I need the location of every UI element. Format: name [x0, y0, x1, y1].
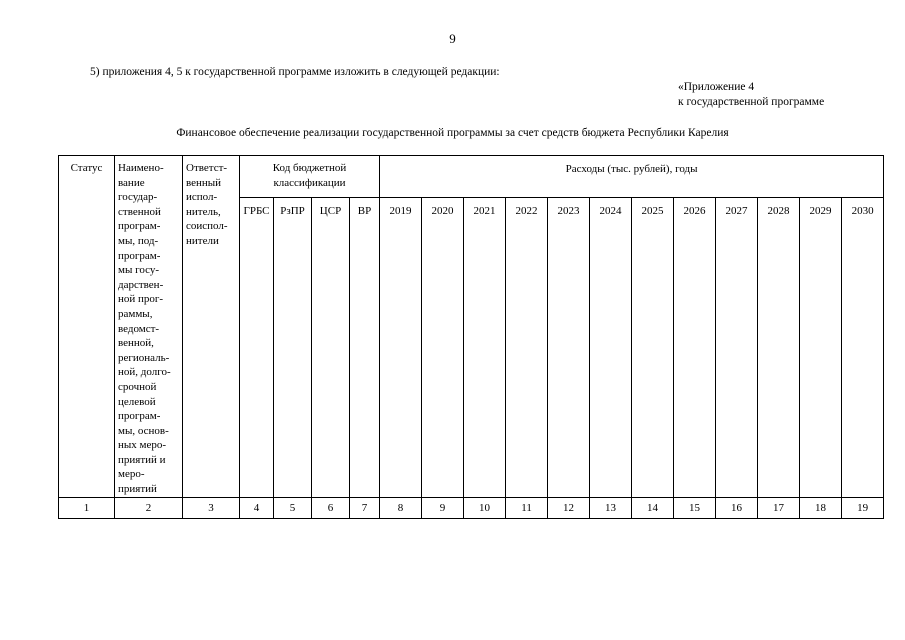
column-number: 17: [758, 497, 800, 518]
intro-text: 5) приложения 4, 5 к государственной программе изложить в следующей редакции:: [90, 66, 500, 78]
appendix-line-1: «Приложение 4: [678, 81, 755, 93]
header-executor-line: венный: [186, 176, 222, 189]
code-col-грбс: ГРБС: [240, 198, 274, 498]
header-name-line: мы госу-: [118, 264, 160, 277]
column-number: 10: [464, 497, 506, 518]
code-col-вр: ВР: [350, 198, 380, 498]
header-name-line: срочной: [118, 380, 157, 393]
year-col-2028: 2028: [758, 198, 800, 498]
column-number: 6: [312, 497, 350, 518]
appendix-line-2: к государственной программе: [678, 96, 825, 108]
header-executor-line: нители: [186, 234, 219, 247]
header-name: [115, 156, 183, 498]
header-name-line: приятий и: [118, 453, 166, 466]
column-number: 13: [590, 497, 632, 518]
column-number: 14: [632, 497, 674, 518]
year-col-2026: 2026: [674, 198, 716, 498]
header-name-line: региональ-: [118, 351, 170, 364]
header-row-1: [59, 156, 884, 198]
column-number: 3: [183, 497, 240, 518]
header-expenses: Расходы (тыс. рублей), годы: [380, 156, 884, 198]
header-name-line: вание: [118, 176, 145, 189]
header-name-line: приятий: [118, 483, 157, 496]
year-col-2027: 2027: [716, 198, 758, 498]
page-number: 9: [449, 31, 456, 46]
header-name-line: програм-: [118, 410, 161, 423]
header-name-line: мы, основ-: [118, 424, 169, 437]
year-col-2019: 2019: [380, 198, 422, 498]
header-executor-line: Ответст-: [186, 162, 228, 174]
year-col-2021: 2021: [464, 198, 506, 498]
column-number: 15: [674, 497, 716, 518]
year-col-2029: 2029: [800, 198, 842, 498]
header-name-line: ной прог-: [118, 293, 164, 306]
column-number-row: [59, 497, 884, 518]
header-executor: [183, 156, 240, 498]
year-col-2024: 2024: [590, 198, 632, 498]
header-name-line: раммы,: [118, 307, 153, 320]
column-number: 9: [422, 497, 464, 518]
header-executor-line: нитель,: [186, 205, 221, 218]
column-number: 11: [506, 497, 548, 518]
column-number: 5: [274, 497, 312, 518]
column-number: 12: [548, 497, 590, 518]
header-name-line: Наимено-: [118, 162, 164, 174]
column-number: 2: [115, 497, 183, 518]
column-number: 7: [350, 497, 380, 518]
header-name-line: програм-: [118, 249, 161, 262]
financing-table: [58, 155, 884, 519]
column-number: 19: [842, 497, 884, 518]
column-number: 16: [716, 497, 758, 518]
header-budget-code: [240, 156, 380, 198]
header-name-line: ведомст-: [118, 322, 160, 335]
header-name-line: ных меро-: [118, 439, 167, 452]
header-name-line: ственной: [118, 205, 161, 218]
year-col-2023: 2023: [548, 198, 590, 498]
year-col-2022: 2022: [506, 198, 548, 498]
appendix-reference: [678, 80, 824, 110]
budget-code-line-1: Код бюджетной: [272, 162, 347, 174]
budget-code-line-2: классификации: [273, 177, 346, 189]
header-name-line: целевой: [118, 395, 156, 408]
table-title: Финансовое обеспечение реализации государственной программы за счет средств бюджета Республики Карелия: [176, 127, 729, 139]
column-number: 1: [59, 497, 115, 518]
column-number: 4: [240, 497, 274, 518]
header-executor-line: испол-: [186, 191, 218, 204]
column-number: 8: [380, 497, 422, 518]
year-col-2020: 2020: [422, 198, 464, 498]
column-number: 18: [800, 497, 842, 518]
year-col-2030: 2030: [842, 198, 884, 498]
header-name-line: венной,: [118, 337, 154, 350]
code-col-рзпр: РзПР: [274, 198, 312, 498]
header-name-line: мы, под-: [118, 234, 159, 247]
header-name-line: ной, долго-: [118, 366, 171, 379]
year-col-2025: 2025: [632, 198, 674, 498]
header-name-line: меро-: [118, 468, 145, 481]
header-status: Статус: [59, 156, 115, 498]
header-executor-line: соиспол-: [186, 220, 228, 233]
header-name-line: програм-: [118, 220, 161, 233]
code-col-цср: ЦСР: [312, 198, 350, 498]
header-name-line: дарствен-: [118, 278, 164, 291]
header-name-line: государ-: [118, 191, 158, 204]
